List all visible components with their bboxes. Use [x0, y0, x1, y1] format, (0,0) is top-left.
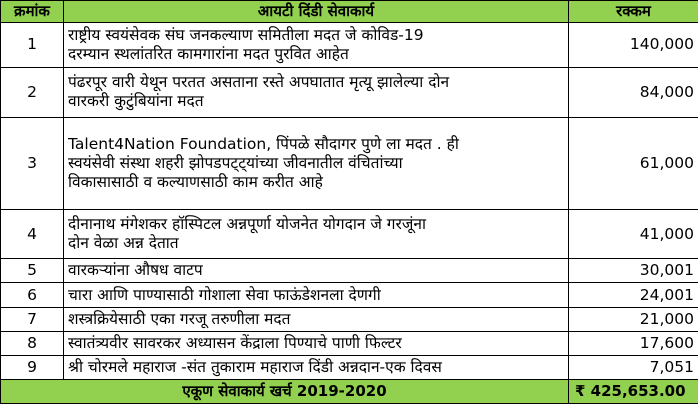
- serial-cell: 5: [1, 259, 64, 283]
- description-line: चारा आणि पाण्यासाठी गोशाला सेवा फाऊंडेशनला देणगी: [68, 285, 381, 304]
- description-cell: [64, 307, 569, 331]
- description-line: स्वयंसेवी संस्था शहरी झोपडपट्ट्यांच्या जीवनातील वंचितांच्या: [68, 154, 403, 173]
- table-row: [1, 283, 698, 307]
- description-cell: [64, 283, 569, 307]
- table-row: [1, 331, 698, 355]
- table-row: [1, 259, 698, 283]
- description-cell: [64, 259, 569, 283]
- amount-cell: 61,000: [569, 118, 698, 210]
- amount-cell: 41,000: [569, 210, 698, 259]
- serial-cell: 6: [1, 283, 64, 307]
- amount-cell: 30,001: [569, 259, 698, 283]
- description-line: वारकऱ्यांना औषध वाटप: [68, 261, 203, 280]
- table-row: [1, 118, 698, 210]
- table-row: [1, 67, 698, 117]
- description-line: दीनानाथ मंगेशकर हॉस्पिटल अन्नपूर्णा योजनेत योगदान जे गरजूंना: [68, 215, 426, 234]
- description-line: राष्ट्रीय स्वयंसेवक संघ जनकल्याण समितीला मदत जे कोविड-19: [68, 25, 424, 44]
- serial-cell: 9: [1, 355, 64, 379]
- serial-cell: 3: [1, 118, 64, 210]
- description-header: आयटी दिंडी सेवाकार्य: [64, 1, 569, 23]
- serial-cell: 4: [1, 210, 64, 259]
- total-amount: ₹ 425,653.00: [569, 379, 698, 403]
- description-cell: [64, 210, 569, 259]
- description-cell: [64, 118, 569, 210]
- amount-cell: 84,000: [569, 67, 698, 117]
- table-row: [1, 23, 698, 68]
- amount-cell: 140,000: [569, 23, 698, 68]
- table-row: [1, 307, 698, 331]
- description-line: Talent4Nation Foundation, पिंपळे सौदागर पुणे ला मदत . ही: [68, 135, 459, 154]
- description-line: स्वातंत्र्यवीर सावरकर अध्यासन केंद्राला पिण्याचे पाणी फिल्टर: [68, 333, 402, 352]
- serial-cell: 8: [1, 331, 64, 355]
- total-label: एकूण सेवाकार्य खर्च 2019-2020: [1, 379, 569, 403]
- description-line: विकासासाठी व कल्याणसाठी काम करीत आहे: [68, 173, 323, 192]
- description-cell: [64, 331, 569, 355]
- amount-cell: 21,000: [569, 307, 698, 331]
- description-line: श्री चोरमले महाराज -संत तुकाराम महाराज दिंडी अन्नदान-एक दिवस: [68, 357, 442, 376]
- description-line: शस्त्रक्रियेसाठी एका गरजू तरुणीला मदत: [68, 309, 291, 328]
- amount-cell: 24,001: [569, 283, 698, 307]
- amount-cell: 7,051: [569, 355, 698, 379]
- description-line: दरम्यान स्थलांतरित कामगारांना मदत पुरवित आहेत: [68, 44, 349, 63]
- description-cell: [64, 67, 569, 117]
- total-row: [1, 379, 698, 403]
- description-cell: [64, 355, 569, 379]
- serial-header: क्रमांक: [1, 1, 64, 23]
- serial-cell: 2: [1, 67, 64, 117]
- table-row: [1, 210, 698, 259]
- description-line: दोन वेळा अन्न देतात: [68, 234, 179, 253]
- amount-header: रक्कम: [569, 1, 698, 23]
- header-row: [1, 1, 698, 23]
- serial-cell: 1: [1, 23, 64, 68]
- description-cell: [64, 23, 569, 68]
- description-line: पंढरपूर वारी येथून परतत असताना रस्ते अपघातात मृत्यू झालेल्या दोन: [68, 73, 450, 92]
- table-row: [1, 355, 698, 379]
- amount-cell: 17,600: [569, 331, 698, 355]
- description-line: वारकरी कुटुंबियांना मदत: [68, 92, 204, 111]
- serial-cell: 7: [1, 307, 64, 331]
